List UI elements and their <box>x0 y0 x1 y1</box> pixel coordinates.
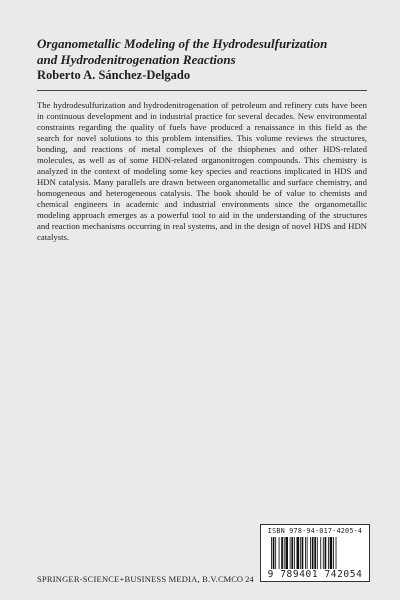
barcode-bar <box>294 537 295 569</box>
series-code: CMCO 24 <box>218 574 254 584</box>
barcode-bar <box>285 537 288 569</box>
isbn-barcode-box <box>260 524 370 582</box>
barcode-bar <box>307 537 308 569</box>
barcode-bar <box>333 537 334 569</box>
barcode-bar <box>310 537 311 569</box>
barcode-bar <box>291 537 293 569</box>
barcode-bar <box>273 537 275 569</box>
ean-digits: 9 789401 742054 <box>267 569 363 580</box>
barcode-bar <box>330 537 333 569</box>
title-divider <box>37 90 367 91</box>
barcode-bar <box>297 537 300 569</box>
isbn-label: ISBN 978-94-017-4205-4 <box>267 527 363 535</box>
author-name: Roberto A. Sánchez-Delgado <box>37 68 191 82</box>
book-title-line-1: Organometallic Modeling of the Hydrodesulfurization <box>37 36 328 51</box>
barcode-bar <box>271 537 272 569</box>
book-title-line-2: and Hydrodenitrogenation Reactions <box>37 52 236 67</box>
barcode-bar <box>279 537 280 569</box>
barcode-bar <box>328 537 329 569</box>
barcode-bar <box>312 537 314 569</box>
abstract-paragraph: The hydrodesulfurization and hydrodenitrogenation of petroleum and refinery cuts have been in continuous development and in industrial practice for several decades. New environmental constraints regarding the quality of fuels have produced a renaissance in this field as the search for novel solutions to this problem intensifies. This volume reviews the structures, bonding, and reactions of metal complexes of the thiophenes and other HDS-related molecules, as well as of some HDN-related organonitrogen compounds. This chemistry is analyzed in the context of modeling some key species and reactions implicated in HDS and HDN catalysis. Many parallels are drawn between organometallic and surface chemistry, and homogeneous and heterogeneous catalysis. The book should be of value to chemists and chemical engineers in academic and industrial environments since the organometallic modeling approach emerges as a powerful tool to aid in the understanding of the structures and reaction mechanisms occurring in real systems, and in the design of novel HDS and HDN catalysts. <box>37 100 367 242</box>
publisher-name: SPRINGER-SCIENCE+BUSINESS MEDIA, B.V. <box>37 574 218 584</box>
barcode-bar <box>281 537 283 569</box>
barcode-bar <box>314 537 316 569</box>
barcode-bar <box>320 537 321 569</box>
barcode-bar <box>300 537 301 569</box>
barcode-bar <box>317 537 318 569</box>
barcode-bar <box>275 537 276 569</box>
barcode-bar <box>290 537 291 569</box>
book-title <box>37 36 367 68</box>
barcode-bar <box>336 537 337 569</box>
barcode-bars <box>271 537 359 569</box>
barcode-bar <box>325 537 327 569</box>
barcode-bar <box>305 537 306 569</box>
barcode-bar <box>323 537 324 569</box>
barcode-bar <box>302 537 304 569</box>
barcode-bar <box>284 537 285 569</box>
